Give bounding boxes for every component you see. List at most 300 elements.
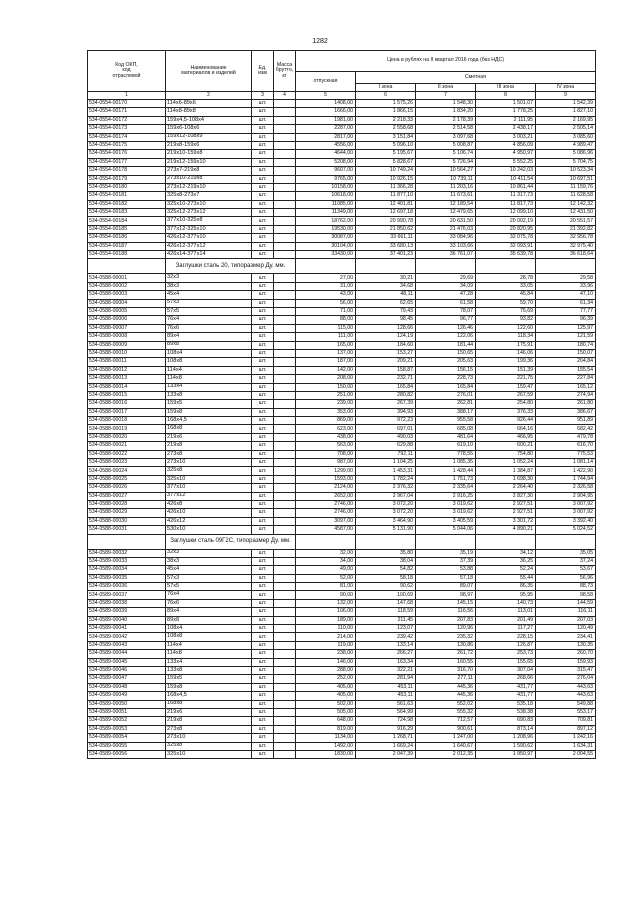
- cell-unit: шт.: [252, 633, 274, 641]
- cell-zone4-price: 682,42: [536, 425, 596, 433]
- price-table: [87, 50, 596, 759]
- cell-mass: [274, 700, 296, 708]
- cell-mass: [274, 341, 296, 349]
- cell-release-price: 137,00: [296, 349, 356, 357]
- cell-zone4-price: 47,10: [536, 291, 596, 299]
- cell-release-price: 11085,00: [296, 200, 356, 208]
- table-row: [88, 633, 596, 641]
- cell-mass: [274, 650, 296, 658]
- cell-name: 273х7-219х8: [166, 167, 252, 175]
- cell-zone4-price: 479,78: [536, 433, 596, 441]
- table-body: [88, 100, 596, 759]
- cell-zone2-price: 712,57: [416, 717, 476, 725]
- cell-release-price: 1981,00: [296, 116, 356, 124]
- cell-unit: шт.: [252, 192, 274, 200]
- cell-zone3-price: 253,73: [476, 650, 536, 658]
- header-mass-text: Масса брутто, кг: [275, 62, 294, 79]
- cell-code: 534-0554-00185: [88, 225, 166, 233]
- cell-mass: [274, 358, 296, 366]
- cell-code: 534-0588-00006: [88, 316, 166, 324]
- cell-name: 377х12: [166, 492, 252, 500]
- cell-name: 377х10-325х8: [166, 217, 252, 225]
- cell-zone4-price: 144,59: [536, 599, 596, 607]
- cell-unit: шт.: [252, 442, 274, 450]
- cell-zone2-price: 3 405,59: [416, 517, 476, 525]
- cell-unit: шт.: [252, 366, 274, 374]
- header-name-text: Наименование материалов и изделий: [181, 64, 236, 76]
- cell-unit: шт.: [252, 316, 274, 324]
- section-header-row: [88, 259, 596, 274]
- cell-code: 534-0588-00029: [88, 509, 166, 517]
- table-row: [88, 608, 596, 616]
- cell-release-price: 189,00: [296, 616, 356, 624]
- cell-zone3-price: 113,01: [476, 608, 536, 616]
- cell-unit: шт.: [252, 591, 274, 599]
- cell-zone4-price: 1 542,39: [536, 100, 596, 108]
- table-row: [88, 625, 596, 633]
- cell-zone3-price: 10 411,54: [476, 175, 536, 183]
- cell-zone1-price: 30,21: [356, 274, 416, 282]
- cell-name: 273х10-219х8: [166, 175, 252, 183]
- cell-code: 534-0554-00182: [88, 200, 166, 208]
- cell-zone3-price: 228,15: [476, 633, 536, 641]
- cell-unit: шт.: [252, 324, 274, 332]
- column-index-1: 1: [88, 92, 166, 100]
- cell-zone1-price: 54,82: [356, 566, 416, 574]
- cell-release-price: 9765,00: [296, 175, 356, 183]
- table-row: [88, 641, 596, 649]
- table-row: [88, 683, 596, 691]
- cell-release-price: 10618,00: [296, 192, 356, 200]
- cell-name: 159х8: [166, 683, 252, 691]
- cell-zone4-price: 897,12: [536, 725, 596, 733]
- cell-zone3-price: 4 890,21: [476, 526, 536, 534]
- cell-name: 89х8: [166, 341, 252, 349]
- cell-unit: шт.: [252, 150, 274, 158]
- cell-release-price: 251,00: [296, 391, 356, 399]
- cell-name: 57х3: [166, 574, 252, 582]
- cell-zone3-price: 55,44: [476, 574, 536, 582]
- cell-unit: шт.: [252, 509, 274, 517]
- cell-mass: [274, 100, 296, 108]
- cell-release-price: 208,00: [296, 375, 356, 383]
- section-empty-cell: [356, 534, 416, 549]
- cell-zone2-price: 12 479,65: [416, 209, 476, 217]
- table-row: [88, 349, 596, 357]
- cell-mass: [274, 557, 296, 565]
- cell-mass: [274, 209, 296, 217]
- cell-zone2-price: 388,17: [416, 408, 476, 416]
- cell-zone1-price: 128,66: [356, 324, 416, 332]
- cell-release-price: 30104,00: [296, 242, 356, 250]
- table-row: [88, 583, 596, 591]
- cell-zone3-price: 32 075,78: [476, 234, 536, 242]
- cell-unit: шт.: [252, 341, 274, 349]
- cell-code: 534-0588-00031: [88, 526, 166, 534]
- cell-name: 159х5: [166, 675, 252, 683]
- cell-zone1-price: 21 850,62: [356, 225, 416, 233]
- cell-zone1-price: 5 096,10: [356, 141, 416, 149]
- cell-zone2-price: 57,18: [416, 574, 476, 582]
- table-row: [88, 133, 596, 141]
- cell-name: 57х5: [166, 307, 252, 315]
- cell-code: 534-0588-00002: [88, 282, 166, 290]
- cell-zone1-price: 1 104,25: [356, 459, 416, 467]
- cell-unit: шт.: [252, 234, 274, 242]
- cell-mass: [274, 616, 296, 624]
- cell-code: 534-0554-00177: [88, 158, 166, 166]
- cell-name: 219х6: [166, 708, 252, 716]
- cell-zone1-price: 629,88: [356, 442, 416, 450]
- cell-unit: шт.: [252, 383, 274, 391]
- cell-zone4-price: 227,84: [536, 375, 596, 383]
- cell-zone4-price: 549,88: [536, 700, 596, 708]
- cell-zone1-price: 38,04: [356, 557, 416, 565]
- cell-unit: шт.: [252, 400, 274, 408]
- cell-zone2-price: 29,69: [416, 274, 476, 282]
- section-empty-cell: [536, 534, 596, 549]
- cell-name: 108х8: [166, 633, 252, 641]
- cell-zone3-price: 159,47: [476, 383, 536, 391]
- table-row: [88, 108, 596, 116]
- cell-unit: шт.: [252, 333, 274, 341]
- cell-zone2-price: 11 673,61: [416, 192, 476, 200]
- cell-mass: [274, 133, 296, 141]
- cell-zone4-price: 443,63: [536, 683, 596, 691]
- cell-zone2-price: 277,11: [416, 675, 476, 683]
- cell-name: 32х3: [166, 549, 252, 557]
- table-header: [88, 51, 596, 100]
- cell-zone2-price: 276,01: [416, 391, 476, 399]
- cell-mass: [274, 641, 296, 649]
- cell-zone4-price: 315,47: [536, 667, 596, 675]
- cell-unit: шт.: [252, 349, 274, 357]
- cell-zone1-price: 79,43: [356, 307, 416, 315]
- cell-code: 534-0589-00056: [88, 750, 166, 758]
- cell-name: 108х8: [166, 358, 252, 366]
- cell-zone2-price: 98,97: [416, 591, 476, 599]
- cell-code: 534-0588-00007: [88, 324, 166, 332]
- section-title: Заглушки сталь 09Г2С, типоразмер Ду. мм.: [166, 534, 296, 549]
- cell-zone3-price: 267,59: [476, 391, 536, 399]
- cell-mass: [274, 375, 296, 383]
- cell-zone1-price: 211,45: [356, 616, 416, 624]
- cell-code: 534-0588-00008: [88, 333, 166, 341]
- cell-zone2-price: 96,77: [416, 316, 476, 324]
- cell-zone2-price: 1 548,30: [416, 100, 476, 108]
- column-index-3: 3: [252, 92, 274, 100]
- cell-release-price: 71,00: [296, 307, 356, 315]
- table-row: [88, 183, 596, 191]
- cell-zone3-price: 1 501,07: [476, 100, 536, 108]
- cell-zone3-price: 2 111,95: [476, 116, 536, 124]
- cell-name: 159х6-108х6: [166, 125, 252, 133]
- cell-zone1-price: 561,63: [356, 700, 416, 708]
- cell-code: 534-0588-00010: [88, 349, 166, 357]
- cell-name: 57х5: [166, 583, 252, 591]
- cell-zone3-price: 2 438,17: [476, 125, 536, 133]
- cell-name: 76х4: [166, 591, 252, 599]
- table-row: [88, 425, 596, 433]
- cell-zone1-price: 2 967,04: [356, 492, 416, 500]
- header-price-title: Цена в рублях на II квартал 2016 года (без НДС): [296, 51, 596, 72]
- cell-zone4-price: 207,03: [536, 616, 596, 624]
- cell-release-price: 19530,00: [296, 225, 356, 233]
- cell-code: 534-0554-00178: [88, 167, 166, 175]
- cell-zone1-price: 490,03: [356, 433, 416, 441]
- cell-release-price: 648,00: [296, 717, 356, 725]
- cell-zone3-price: 11 817,73: [476, 200, 536, 208]
- cell-mass: [274, 591, 296, 599]
- cell-zone2-price: 33 084,96: [416, 234, 476, 242]
- cell-release-price: 2817,00: [296, 133, 356, 141]
- column-index-5: 5: [296, 92, 356, 100]
- cell-unit: шт.: [252, 125, 274, 133]
- cell-zone4-price: 443,63: [536, 692, 596, 700]
- cell-zone3-price: 10 861,44: [476, 183, 536, 191]
- cell-zone1-price: 394,93: [356, 408, 416, 416]
- section-empty-cell: [356, 259, 416, 274]
- cell-release-price: 238,00: [296, 650, 356, 658]
- cell-name: 89х4: [166, 333, 252, 341]
- cell-zone1-price: 124,19: [356, 333, 416, 341]
- cell-code: 534-0588-00016: [88, 400, 166, 408]
- cell-mass: [274, 116, 296, 124]
- cell-zone3-price: 117,27: [476, 625, 536, 633]
- cell-zone1-price: 34,68: [356, 282, 416, 290]
- cell-zone2-price: 552,02: [416, 700, 476, 708]
- cell-mass: [274, 291, 296, 299]
- cell-name: 168х8: [166, 425, 252, 433]
- cell-code: 534-0554-00172: [88, 116, 166, 124]
- cell-mass: [274, 391, 296, 399]
- cell-mass: [274, 433, 296, 441]
- cell-zone2-price: 2 335,64: [416, 484, 476, 492]
- cell-unit: шт.: [252, 484, 274, 492]
- cell-zone2-price: 122,06: [416, 333, 476, 341]
- cell-mass: [274, 725, 296, 733]
- cell-zone3-price: 2 827,30: [476, 492, 536, 500]
- cell-name: 45х4: [166, 566, 252, 574]
- table-row: [88, 391, 596, 399]
- cell-zone2-price: 555,32: [416, 708, 476, 716]
- cell-unit: шт.: [252, 467, 274, 475]
- cell-unit: шт.: [252, 433, 274, 441]
- cell-zone3-price: 3 003,21: [476, 133, 536, 141]
- cell-code: 534-0588-00020: [88, 433, 166, 441]
- header-zone-3: III зона: [476, 84, 536, 92]
- cell-mass: [274, 200, 296, 208]
- cell-mass: [274, 692, 296, 700]
- cell-mass: [274, 425, 296, 433]
- cell-zone2-price: 116,56: [416, 608, 476, 616]
- cell-mass: [274, 307, 296, 315]
- cell-mass: [274, 708, 296, 716]
- cell-zone1-price: 37 401,23: [356, 251, 416, 259]
- cell-code: 534-0588-00026: [88, 484, 166, 492]
- cell-unit: шт.: [252, 625, 274, 633]
- cell-name: 114х8: [166, 375, 252, 383]
- table-row: [88, 291, 596, 299]
- cell-code: 534-0588-00003: [88, 291, 166, 299]
- cell-release-price: 2746,00: [296, 500, 356, 508]
- cell-unit: шт.: [252, 408, 274, 416]
- cell-release-price: 49,00: [296, 566, 356, 574]
- cell-unit: шт.: [252, 141, 274, 149]
- cell-zone3-price: 122,60: [476, 324, 536, 332]
- cell-zone2-price: 205,63: [416, 358, 476, 366]
- cell-zone1-price: 232,71: [356, 375, 416, 383]
- cell-name: 325х10: [166, 750, 252, 758]
- cell-name: 89х8: [166, 616, 252, 624]
- cell-zone3-price: 926,44: [476, 417, 536, 425]
- cell-zone2-price: 619,10: [416, 442, 476, 450]
- table-row: [88, 574, 596, 582]
- cell-code: 534-0554-00174: [88, 133, 166, 141]
- cell-code: 534-0588-00022: [88, 450, 166, 458]
- cell-release-price: 214,00: [296, 633, 356, 641]
- cell-unit: шт.: [252, 608, 274, 616]
- cell-zone4-price: 77,77: [536, 307, 596, 315]
- cell-release-price: 1830,00: [296, 750, 356, 758]
- cell-zone2-price: 2 178,39: [416, 116, 476, 124]
- cell-zone3-price: 59,70: [476, 299, 536, 307]
- cell-mass: [274, 108, 296, 116]
- cell-zone3-price: 175,91: [476, 341, 536, 349]
- table-row: [88, 650, 596, 658]
- cell-release-price: 33430,00: [296, 251, 356, 259]
- cell-unit: шт.: [252, 616, 274, 624]
- cell-zone2-price: 53,88: [416, 566, 476, 574]
- cell-mass: [274, 183, 296, 191]
- cell-zone3-price: 1 778,25: [476, 108, 536, 116]
- cell-name: 108х4: [166, 625, 252, 633]
- cell-zone3-price: 268,66: [476, 675, 536, 683]
- cell-release-price: 5208,00: [296, 158, 356, 166]
- cell-code: 534-0589-00049: [88, 692, 166, 700]
- table-row: [88, 408, 596, 416]
- cell-zone1-price: 792,11: [356, 450, 416, 458]
- cell-name: 219х12-159х10: [166, 158, 252, 166]
- cell-name: 325х12-273х12: [166, 209, 252, 217]
- cell-name: 114х6-89х6: [166, 100, 252, 108]
- cell-zone4-price: 33,96: [536, 282, 596, 290]
- cell-unit: шт.: [252, 282, 274, 290]
- cell-code: 534-0554-00183: [88, 209, 166, 217]
- cell-code: 534-0554-00171: [88, 108, 166, 116]
- cell-zone4-price: 1 744,94: [536, 475, 596, 483]
- table-row: [88, 158, 596, 166]
- cell-zone3-price: 690,83: [476, 717, 536, 725]
- cell-zone3-price: 11 317,73: [476, 192, 536, 200]
- cell-zone3-price: 1 384,87: [476, 467, 536, 475]
- table-row: [88, 509, 596, 517]
- cell-zone4-price: 553,17: [536, 708, 596, 716]
- cell-zone3-price: 93,82: [476, 316, 536, 324]
- cell-zone3-price: 35 639,78: [476, 251, 536, 259]
- table-row: [88, 526, 596, 534]
- cell-release-price: 1492,00: [296, 742, 356, 750]
- cell-name: 273х8: [166, 450, 252, 458]
- cell-zone1-price: 2 047,39: [356, 750, 416, 758]
- cell-release-price: 52,00: [296, 574, 356, 582]
- cell-zone3-price: 126,87: [476, 641, 536, 649]
- cell-unit: шт.: [252, 100, 274, 108]
- cell-code: 534-0589-00032: [88, 549, 166, 557]
- table-row: [88, 383, 596, 391]
- cell-zone1-price: 123,07: [356, 625, 416, 633]
- cell-mass: [274, 599, 296, 607]
- cell-mass: [274, 484, 296, 492]
- cell-release-price: 3097,00: [296, 517, 356, 525]
- cell-release-price: 623,00: [296, 425, 356, 433]
- cell-release-price: 90,00: [296, 591, 356, 599]
- cell-name: 57х3: [166, 299, 252, 307]
- cell-name: 219х8-159х6: [166, 141, 252, 149]
- cell-zone2-price: 12 189,54: [416, 200, 476, 208]
- section-empty-cell: [476, 534, 536, 549]
- cell-code: 534-0589-00048: [88, 683, 166, 691]
- table-row: [88, 708, 596, 716]
- cell-code: 534-0589-00047: [88, 675, 166, 683]
- cell-zone2-price: 481,64: [416, 433, 476, 441]
- cell-zone3-price: 146,06: [476, 349, 536, 357]
- cell-unit: шт.: [252, 209, 274, 217]
- table-row: [88, 234, 596, 242]
- table-row: [88, 717, 596, 725]
- cell-mass: [274, 475, 296, 483]
- cell-release-price: 2652,00: [296, 492, 356, 500]
- cell-zone3-price: 12 099,10: [476, 209, 536, 217]
- cell-unit: шт.: [252, 517, 274, 525]
- cell-release-price: 142,00: [296, 366, 356, 374]
- cell-mass: [274, 625, 296, 633]
- cell-mass: [274, 150, 296, 158]
- cell-zone1-price: 5 828,67: [356, 158, 416, 166]
- cell-name: 38х3: [166, 282, 252, 290]
- cell-zone1-price: 3 072,20: [356, 500, 416, 508]
- cell-unit: шт.: [252, 299, 274, 307]
- cell-zone1-price: 2 558,68: [356, 125, 416, 133]
- cell-mass: [274, 583, 296, 591]
- cell-release-price: 81,00: [296, 583, 356, 591]
- cell-release-price: 353,00: [296, 408, 356, 416]
- table-row: [88, 450, 596, 458]
- cell-mass: [274, 383, 296, 391]
- table-row: [88, 517, 596, 525]
- cell-name: 114х4: [166, 641, 252, 649]
- table-row: [88, 366, 596, 374]
- cell-release-price: 110,00: [296, 625, 356, 633]
- cell-mass: [274, 158, 296, 166]
- cell-zone2-price: 160,55: [416, 658, 476, 666]
- cell-zone4-price: 2 004,55: [536, 750, 596, 758]
- cell-release-price: 132,00: [296, 599, 356, 607]
- cell-zone4-price: 98,58: [536, 591, 596, 599]
- cell-zone4-price: 32 956,78: [536, 234, 596, 242]
- cell-zone2-price: 120,96: [416, 625, 476, 633]
- cell-unit: шт.: [252, 475, 274, 483]
- cell-unit: шт.: [252, 200, 274, 208]
- table-row: [88, 225, 596, 233]
- cell-zone1-price: 1 268,71: [356, 734, 416, 742]
- cell-mass: [274, 417, 296, 425]
- cell-name: 168х4,5: [166, 692, 252, 700]
- cell-release-price: 2746,00: [296, 509, 356, 517]
- cell-code: 534-0589-00040: [88, 616, 166, 624]
- cell-zone3-price: 118,34: [476, 333, 536, 341]
- cell-mass: [274, 242, 296, 250]
